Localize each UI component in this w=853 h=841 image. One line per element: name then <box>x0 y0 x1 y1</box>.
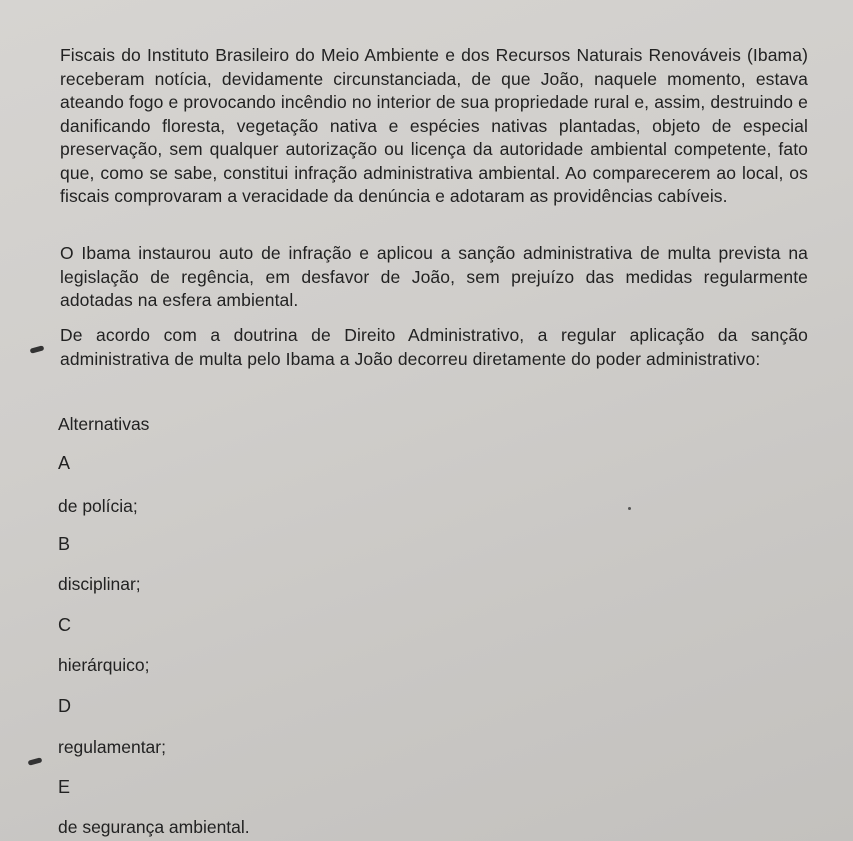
option-d-letter[interactable]: D <box>58 696 71 716</box>
option-e-text[interactable]: de segurança ambiental. <box>58 817 250 837</box>
question-paragraph-3: De acordo com a doutrina de Direito Administrativo, a regular aplicação da sanção administrativa de multa pelo Ibama a João decorreu diretamente do poder administrativo: <box>60 325 808 369</box>
option-b-text[interactable]: disciplinar; <box>58 574 141 594</box>
option-d-text[interactable]: regulamentar; <box>58 737 166 757</box>
question-paragraph-2: O Ibama instaurou auto de infração e aplicou a sanção administrativa de multa prevista na legislação de regência, em desfavor de João, sem prejuízo das medidas regularmente adotadas na esfera ambiental. <box>60 243 808 310</box>
option-a-text[interactable]: de polícia; <box>58 496 138 516</box>
pen-mark <box>28 757 43 765</box>
question-paragraph-1: Fiscais do Instituto Brasileiro do Meio Ambiente e dos Recursos Naturais Renováveis (Ibama) receberam notícia, devidamente circunstanciada, de que João, naquele momento, estava ateando fogo e provocando incêndio no interior de sua propriedade rural e, assim, destruindo e danificando floresta, vegetação nativa e espécies nativas plantadas, objeto de especial preservação, sem qualquer autorização ou licença da autoridade ambiental competente, fato que, como se sabe, constitui infração administrativa ambiental. Ao comparecerem ao local, os fiscais comprovaram a veracidade da denúncia e adotaram as providências cabíveis. <box>60 45 808 206</box>
alternatives-heading: Alternativas <box>58 414 150 434</box>
speck <box>628 507 631 510</box>
option-e-letter[interactable]: E <box>58 777 71 797</box>
option-a-letter[interactable]: A <box>58 453 71 473</box>
option-b-letter[interactable]: B <box>58 534 71 554</box>
option-c-letter[interactable]: C <box>58 615 71 635</box>
pen-mark <box>30 345 45 353</box>
option-c-text[interactable]: hierárquico; <box>58 655 150 675</box>
